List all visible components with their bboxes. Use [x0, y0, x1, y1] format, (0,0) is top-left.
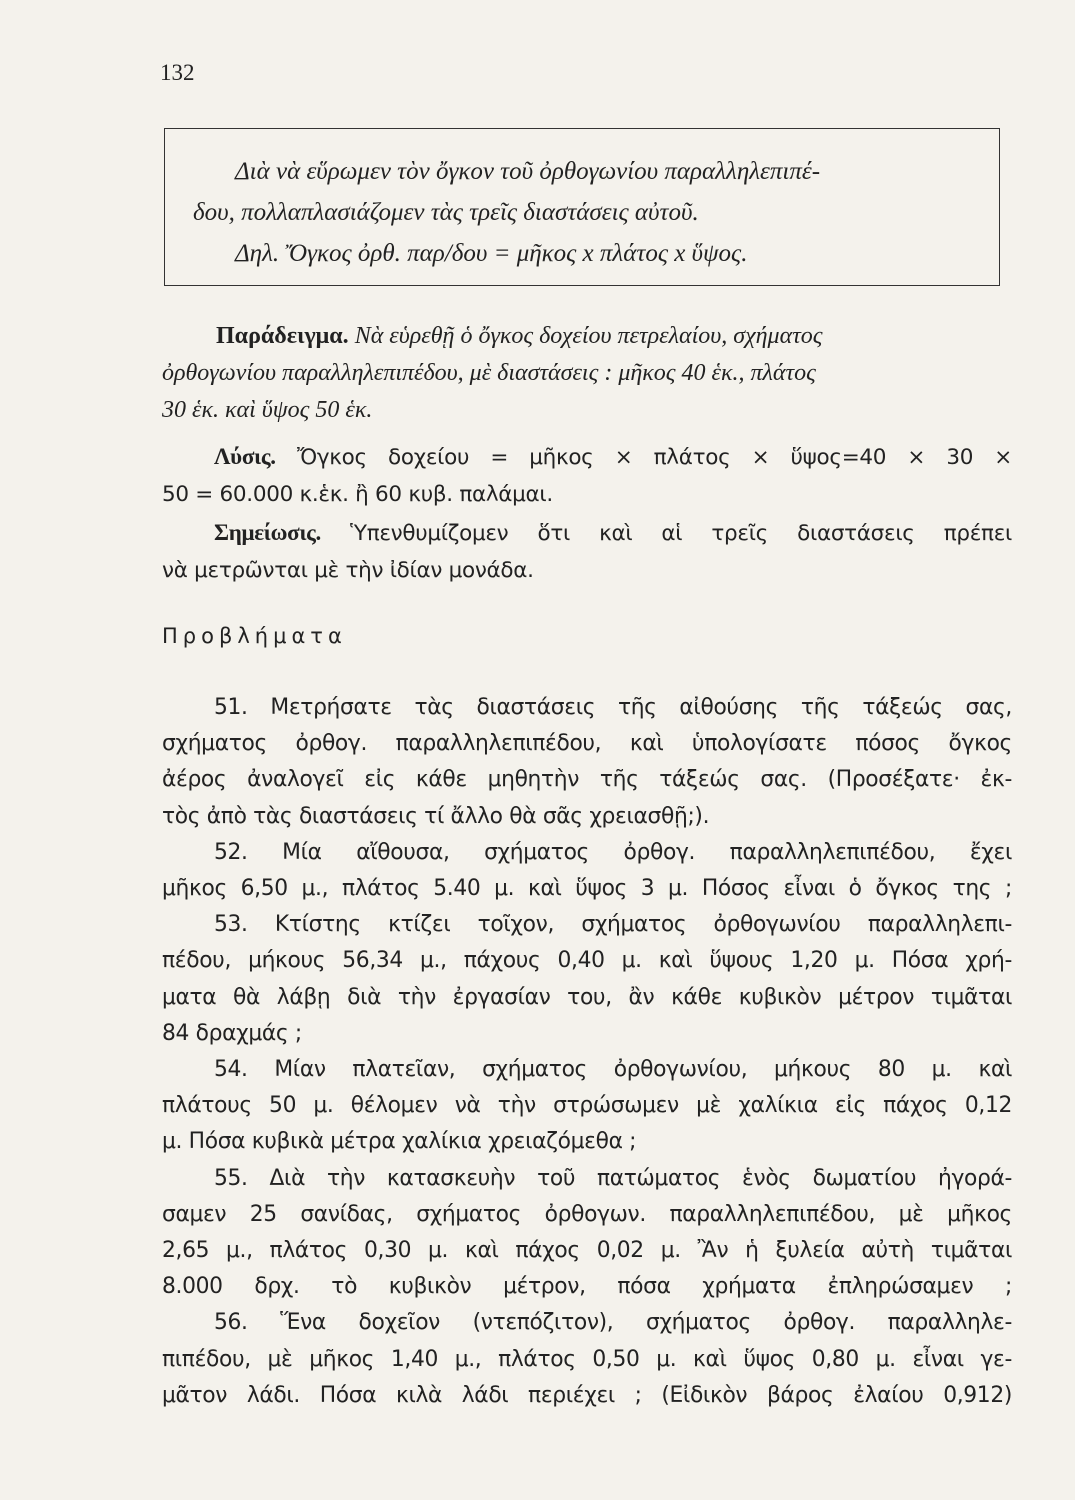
problem-55-line: σαμεν 25 σανίδας, σχήματος ὀρθογων. παραλληλεπιπέδου, μὲ μῆκος	[162, 1201, 1012, 1227]
problem-56-line: μᾶτον λάδι. Πόσα κιλὰ λάδι περιέχει ; (Εἰδικὸν βάρος ἐλαίου 0,912)	[162, 1382, 1012, 1408]
problem-54-line: μ. Πόσα κυβικὰ μέτρα χαλίκια χρειαζόμεθα ;	[162, 1129, 637, 1155]
note-line-2: νὰ μετρῶνται μὲ τὴν ἰδίαν μονάδα.	[162, 558, 534, 583]
example-section	[162, 318, 1007, 429]
problem-54-line: 54. Μίαν πλατεῖαν, σχήματος ὀρθογωνίου, μήκους 80 μ. καὶ	[214, 1057, 1012, 1083]
problem-52-line: μῆκος 6,50 μ., πλάτος 5.40 μ. καὶ ὕψος 3 μ. Πόσος εἶναι ὁ ὄγκος της ;	[162, 876, 1012, 902]
solution-line-2: 50 = 60.000 κ.ἑκ. ἢ 60 κυβ. παλάμαι.	[162, 482, 553, 507]
solution-line-1: Ὄγκος δοχείου = μῆκος × πλάτος × ὕψος=40 × 30 ×	[296, 445, 1012, 470]
rule-line-3: Δηλ. Ὄγκος ὀρθ. παρ/δου = μῆκος x πλάτος x ὕψος.	[235, 240, 748, 267]
problem-53-line: 53. Κτίστης κτίζει τοῖχον, σχήματος ὀρθογωνίου παραλληλεπι-	[214, 912, 1012, 938]
problem-53-line: 84 δραχμάς ;	[162, 1020, 302, 1046]
problem-51-line: σχήματος ὀρθογ. παραλληλεπιπέδου, καὶ ὑπολογίσατε πόσος ὄγκος	[162, 731, 1012, 757]
example-label: Παράδειγμα.	[216, 323, 349, 349]
problem-51-line: ἀέρος ἀναλογεῖ εἰς κάθε μηθητὴν τῆς τάξεώς σας. (Προσέξατε· ἐκ-	[162, 767, 1012, 793]
problem-53-line: ματα θὰ λάβῃ διὰ τὴν ἐργασίαν του, ἂν κάθε κυβικὸν μέτρον τιμᾶται	[162, 984, 1012, 1010]
solution-section	[162, 438, 1012, 513]
problem-55-line: 55. Διὰ τὴν κατασκευὴν τοῦ πατώματος ἑνὸς δωματίου ἠγορά-	[214, 1165, 1012, 1191]
problem-55-line: 2,65 μ., πλάτος 0,30 μ. καὶ πάχος 0,02 μ. Ἂν ἡ ξυλεία αὐτὴ τιμᾶται	[162, 1238, 1012, 1264]
problem-56-line: πιπέδου, μὲ μῆκος 1,40 μ., πλάτος 0,50 μ. καὶ ὕψος 0,80 μ. εἶναι γε-	[162, 1346, 1012, 1372]
example-line-3: 30 ἑκ. καὶ ὕψος 50 ἑκ.	[162, 397, 373, 423]
problems-heading: Προβλήματα	[162, 624, 347, 648]
example-line-2: ὀρθογωνίου παραλληλεπιπέδου, μὲ διαστάσεις : μῆκος 40 ἑκ., πλάτος	[162, 360, 816, 386]
problem-53-line: πέδου, μήκους 56,34 μ., πάχους 0,40 μ. καὶ ὕψους 1,20 μ. Πόσα χρή-	[162, 948, 1012, 974]
page-number: 132	[160, 60, 195, 85]
problem-55-line: 8.000 δρχ. τὸ κυβικὸν μέτρον, πόσα χρήματα ἐπληρώσαμεν ;	[162, 1274, 1012, 1300]
note-line-1: Ὑπενθυμίζομεν ὅτι καὶ αἱ τρεῖς διαστάσεις πρέπει	[350, 521, 1012, 546]
solution-label: Λύσις.	[214, 444, 276, 469]
example-line-1: Νὰ εὑρεθῇ ὁ ὄγκος δοχείου πετρελαίου, σχήματος	[354, 323, 823, 349]
problem-51-line: τὸς ἀπὸ τὰς διαστάσεις τί ἄλλο θὰ σᾶς χρειασθῇ;).	[162, 803, 710, 829]
problem-52-line: 52. Μία αἴθουσα, σχήματος ὀρθογ. παραλληλεπιπέδου, ἔχει	[214, 839, 1012, 865]
note-section	[162, 514, 1012, 589]
rule-line-2: δου, πολλαπλασιάζομεν τὰς τρεῖς διαστάσεις αὐτοῦ.	[193, 199, 699, 226]
problem-51-line: 51. Μετρήσατε τὰς διαστάσεις τῆς αἰθούσης τῆς τάξεώς σας,	[214, 695, 1012, 720]
rule-line-1: Διὰ νὰ εὕρωμεν τὸν ὄγκον τοῦ ὀρθογωνίου παραλληλεπιπέ-	[235, 158, 821, 185]
problem-54-line: πλάτους 50 μ. θέλομεν νὰ τὴν στρώσωμεν μὲ χαλίκια εἰς πάχος 0,12	[162, 1093, 1012, 1119]
note-label: Σημείωσις.	[214, 520, 322, 545]
volume-rule-box	[164, 128, 1000, 286]
problem-56-line: 56. Ἕνα δοχεῖον (ντεπόζιτον), σχήματος ὀρθογ. παραλληλε-	[214, 1310, 1012, 1336]
problems-list	[162, 690, 1012, 1414]
